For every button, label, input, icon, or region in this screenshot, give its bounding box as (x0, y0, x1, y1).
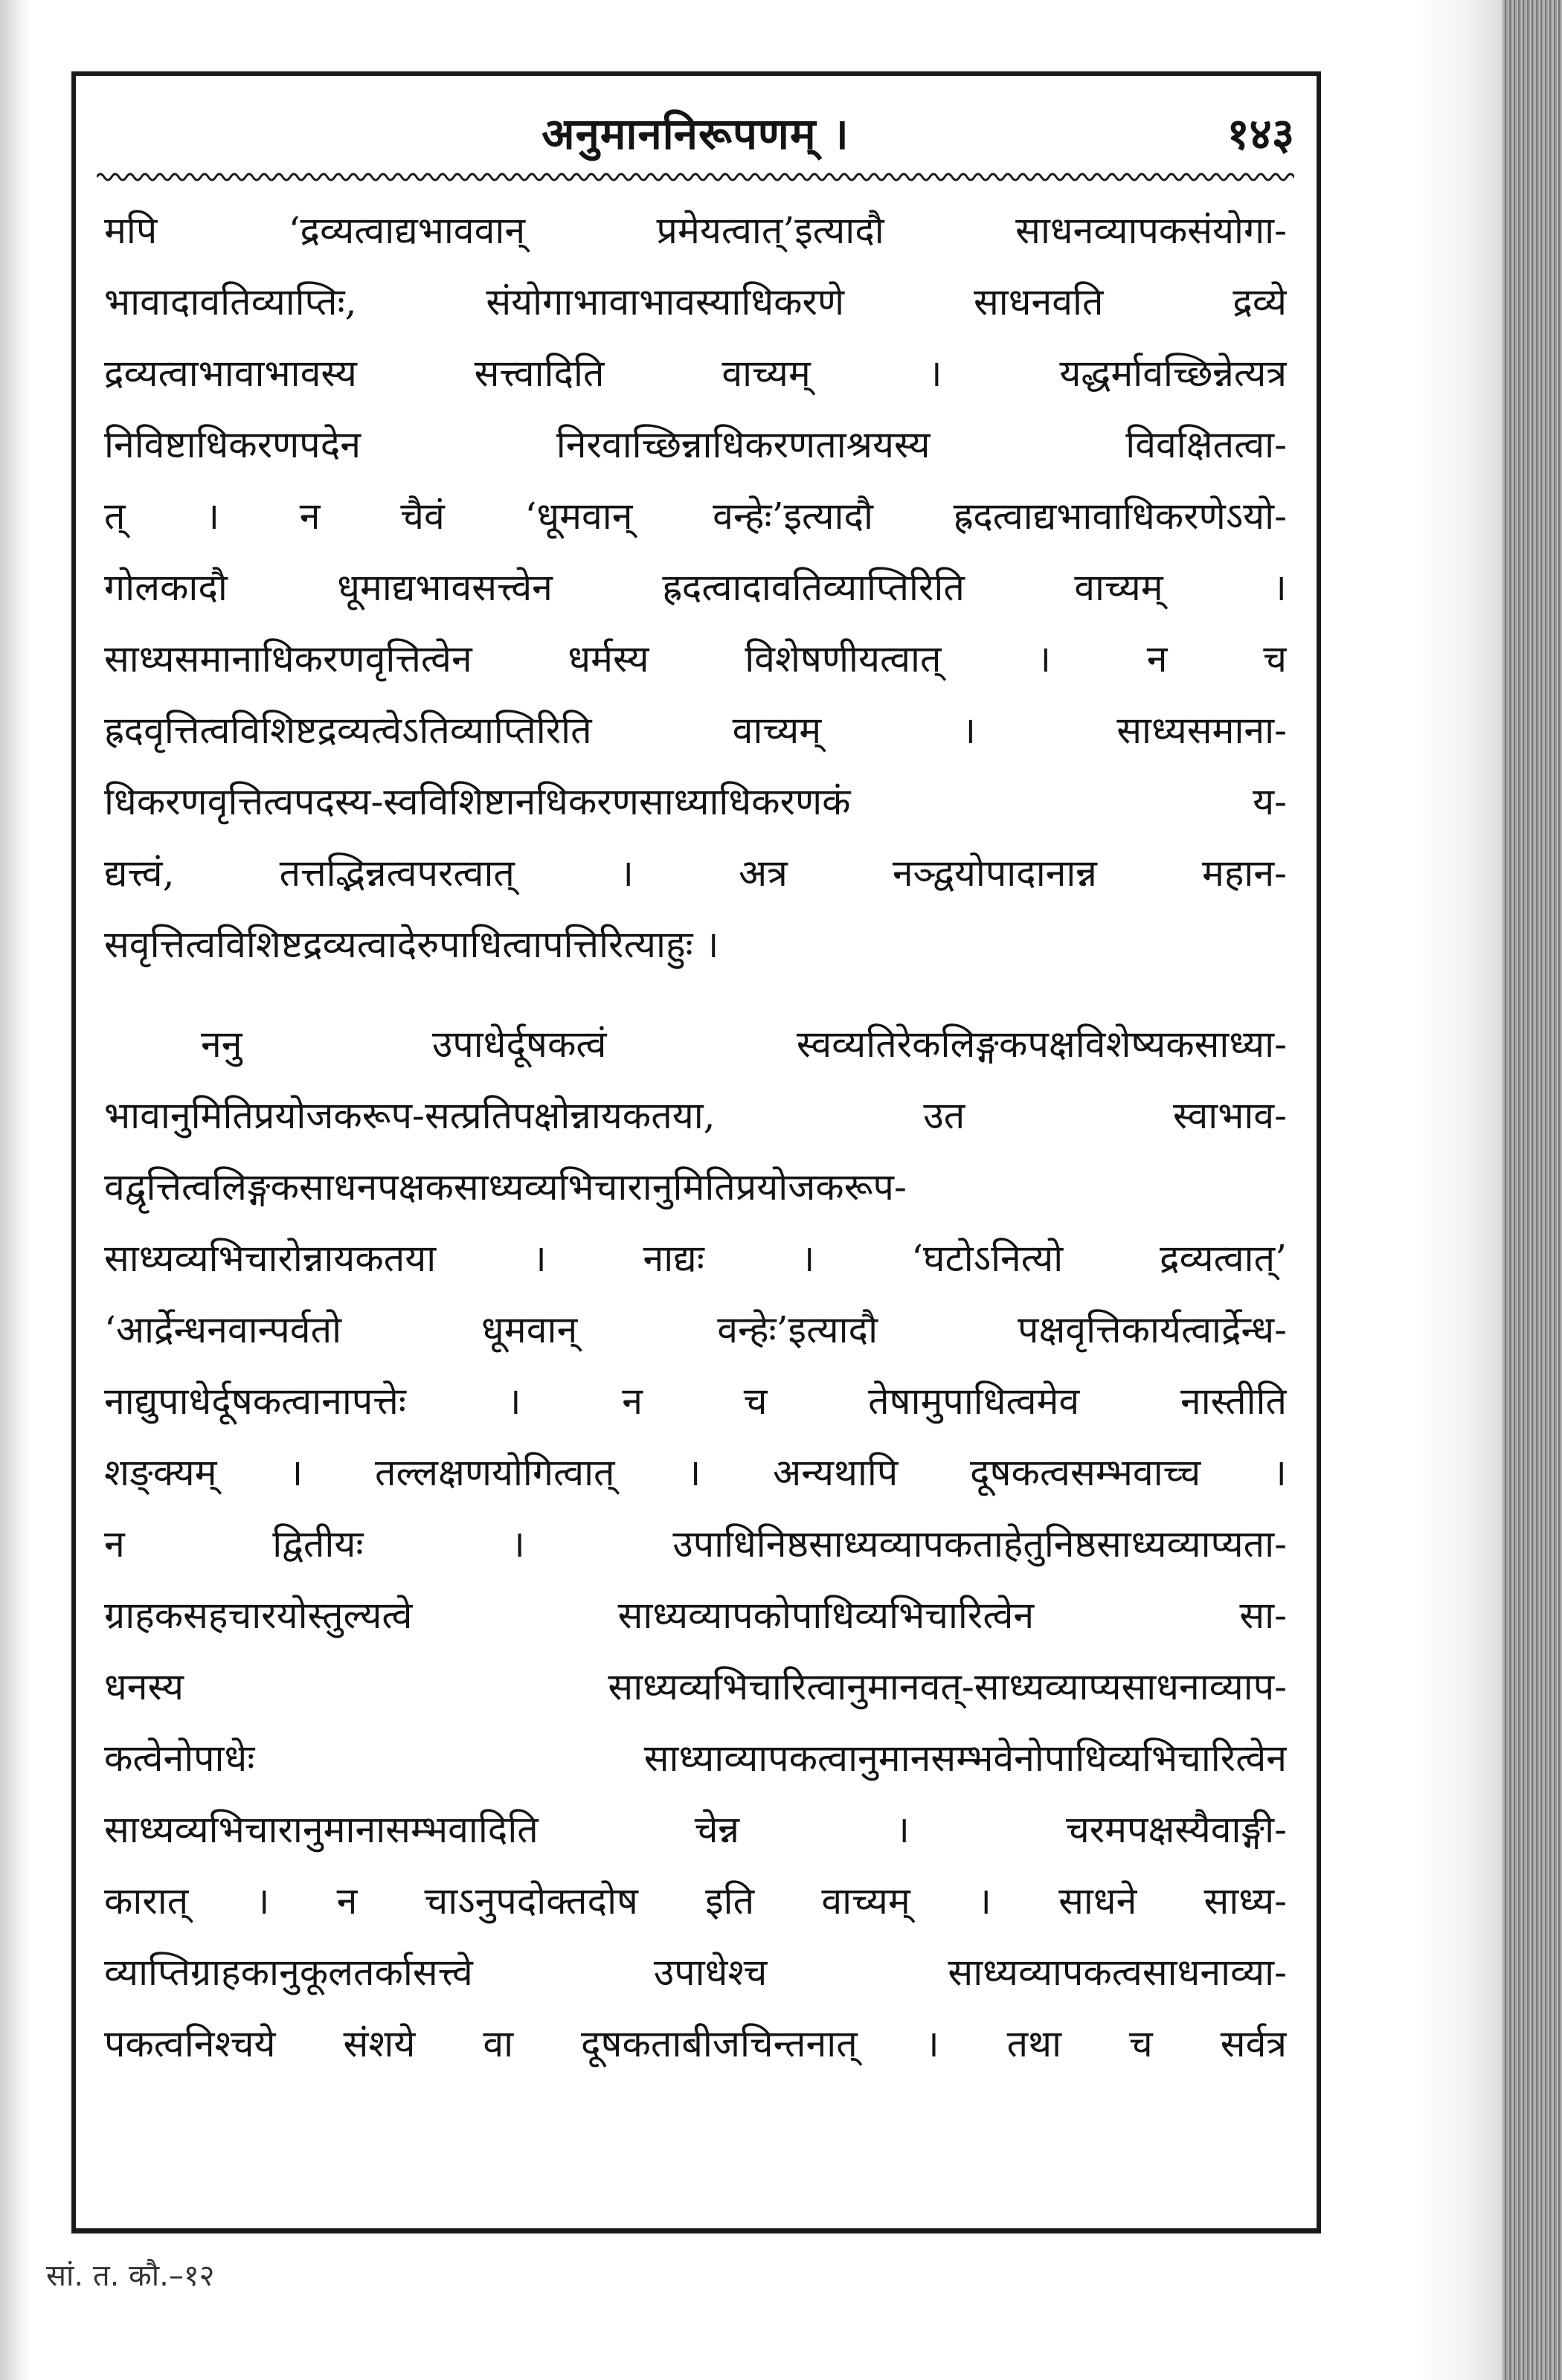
paragraph-2 (104, 1009, 1287, 2080)
page-number: १४३ (1227, 109, 1294, 159)
text-line: धिकरणवृत्तित्वपदस्य-स्वविशिष्टानधिकरणसाध्याधिकरणकं य- (104, 780, 1287, 823)
text-line: साध्यव्यभिचारानुमानासम्भवादिति चेन्न । चरमपक्षस्यैवाङ्गी- (104, 1808, 1287, 1851)
text-line: ‘आर्द्रेन्धनवान्पर्वतो धूमवान् वन्हेः’इत्यादौ पक्षवृत्तिकार्यत्वार्द्रेन्ध- (104, 1308, 1287, 1351)
text-line: ग्राहकसहचारयोस्तुल्यत्वे साध्यव्यापकोपाधिव्यभिचारित्वेन सा- (104, 1594, 1287, 1637)
text-line: पकत्वनिश्चये संशये वा दूषकताबीजचिन्तनात् । तथा च सर्वत्र (104, 2022, 1287, 2065)
text-line: साध्यसमानाधिकरणवृत्तित्वेन धर्मस्य विशेषणीयत्वात् । न च (104, 637, 1287, 681)
text-line: व्याप्तिग्राहकानुकूलतर्कासत्त्वे उपाधेश्च साध्यव्यापकत्वसाधनाव्या- (104, 1951, 1287, 1994)
text-line: द्रव्यत्वाभावाभावस्य सत्त्वादिति वाच्यम् । यद्धर्मावच्छिन्नेत्यत्र (104, 352, 1287, 395)
body-text (104, 195, 1287, 2080)
text-line: शङ्क्यम् । तल्लक्षणयोगित्वात् । अन्यथापि दूषकत्वसम्भवाच्च । (104, 1451, 1287, 1494)
text-line: कारात् । न चाऽनुपदोक्तदोष इति वाच्यम् । साधने साध्य- (104, 1879, 1287, 1923)
text-line: नाद्युपाधेर्दूषकत्वानापत्तेः । न च तेषामुपाधित्वमेव नास्तीति (104, 1380, 1287, 1423)
page-header (97, 88, 1294, 170)
text-line: द्यत्त्वं, तत्तद्भिन्नत्वपरत्वात् । अत्र नञ्द्वयोपादानान्न महान- (104, 852, 1287, 895)
text-line: धनस्य साध्यव्यभिचारित्वानुमानवत्-साध्यव्याप्यसाधनाव्याप- (104, 1665, 1287, 1708)
page-bottom-rule (71, 2228, 1321, 2233)
scan-right-binding-edge (1502, 0, 1562, 2380)
running-title: अनुमाननिरूपणम् । (541, 109, 849, 159)
paragraph-gap (104, 980, 1287, 1009)
text-line: भावादावतिव्याप्तिः, संयोगाभावाभावस्याधिकरणे साधनवति द्रव्ये (104, 280, 1287, 324)
scan-left-shadow (0, 0, 30, 2380)
text-line: निविष्टाधिकरणपदेन निरवाच्छिन्नाधिकरणताश्रयस्य विवक्षितत्वा- (104, 423, 1287, 466)
text-line: ह्रदवृत्तित्वविशिष्टद्रव्यत्वेऽतिव्याप्तिरिति वाच्यम् । साध्यसमाना- (104, 709, 1287, 752)
text-line: भावानुमितिप्रयोजकरूप-सत्प्रतिपक्षोन्नायकतया, उत स्वाभाव- (104, 1094, 1287, 1137)
text-line: कत्वेनोपाधेः साध्याव्यापकत्वानुमानसम्भवेनोपाधिव्यभिचारित्वेन (104, 1737, 1287, 1780)
text-line: ननु उपाधेर्दूषकत्वं स्वव्यतिरेकलिङ्गकपक्षविशेष्यकसाध्या- (201, 1023, 1287, 1066)
text-line: गोलकादौ धूमाद्यभावसत्त्वेन ह्रदत्वादावतिव्याप्तिरिति वाच्यम् । (104, 566, 1287, 609)
wavy-header-rule (97, 168, 1294, 186)
text-line: त् । न चैवं ‘धूमवान् वन्हेः’इत्यादौ ह्रदत्वाद्यभावाधिकरणेऽयो- (104, 495, 1287, 538)
text-line: वद्वृत्तित्वलिङ्गकसाधनपक्षकसाध्यव्यभिचारानुमितिप्रयोजकरूप- (104, 1165, 907, 1209)
text-line: सवृत्तित्वविशिष्टद्रव्यत्वादेरुपाधित्वापत्तिरित्याहुः । (104, 923, 719, 966)
signature-mark: सां. त. कौ.–१२ (46, 2259, 215, 2293)
text-line: साध्यव्यभिचारोन्नायकतया । नाद्यः । ‘घटोऽनित्यो द्रव्यत्वात्’ (104, 1237, 1287, 1280)
paragraph-1 (104, 195, 1287, 980)
text-line: न द्वितीयः । उपाधिनिष्ठसाध्यव्यापकताहेतुनिष्ठसाध्यव्याप्यता- (104, 1522, 1287, 1566)
scan-gutter (1413, 0, 1502, 2380)
text-line: मपि ‘द्रव्यत्वाद्यभाववान् प्रमेयत्वात्’इत्यादौ साधनव्यापकसंयोगा- (104, 209, 1287, 252)
